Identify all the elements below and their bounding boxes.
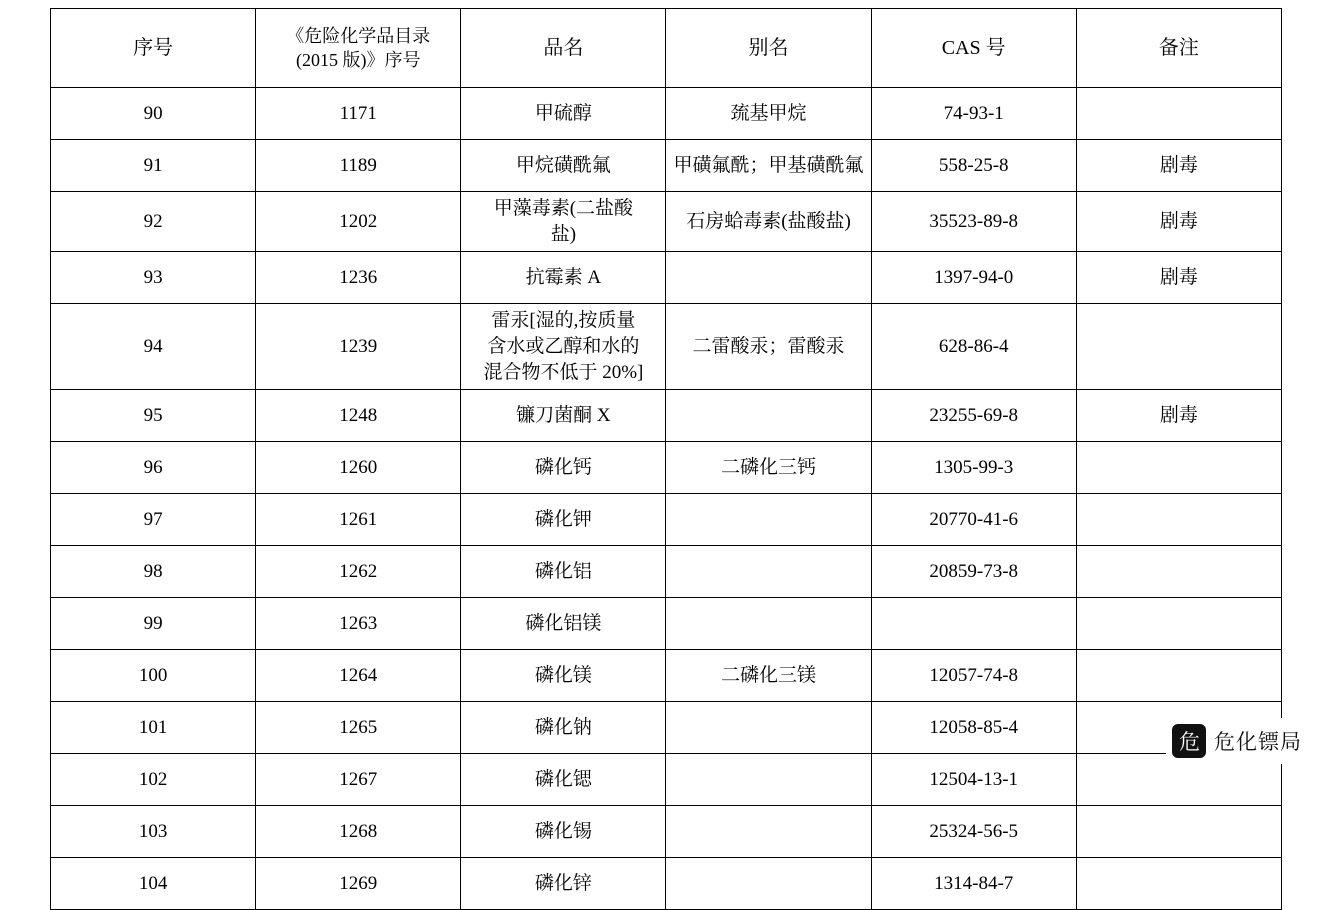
cell-remark (1076, 806, 1281, 858)
cell-catalog-no: 1171 (256, 88, 461, 140)
cell-name (461, 754, 666, 806)
table-row (51, 192, 1282, 252)
cell-name-text: 甲烷磺酰氟 (515, 154, 611, 176)
cell-cas: 1314-84-7 (871, 858, 1076, 910)
cell-cas: 12057-74-8 (871, 650, 1076, 702)
cell-alias (666, 390, 871, 442)
table-row (51, 140, 1282, 192)
cell-no: 93 (51, 252, 256, 304)
cell-name-text: 磷化铝镁 (525, 612, 602, 634)
column-header-cas: CAS 号 (871, 9, 1076, 88)
watermark-logo (1166, 718, 1312, 764)
cell-alias (666, 754, 871, 806)
cell-name (461, 88, 666, 140)
table-row (51, 252, 1282, 304)
cell-name (461, 494, 666, 546)
cell-cas: 20859-73-8 (871, 546, 1076, 598)
cell-remark (1076, 858, 1281, 910)
cell-cas: 12058-85-4 (871, 702, 1076, 754)
cell-alias (666, 858, 871, 910)
cell-cas: 20770-41-6 (871, 494, 1076, 546)
cell-cas (871, 598, 1076, 650)
watermark-mark-icon: 危 (1172, 724, 1206, 758)
column-header-remark: 备注 (1076, 9, 1281, 88)
cell-alias (666, 494, 871, 546)
cell-name-text: 磷化锡 (534, 820, 592, 842)
cell-catalog-no: 1268 (256, 806, 461, 858)
column-header-alias: 别名 (666, 9, 871, 88)
cell-name (461, 192, 666, 252)
cell-remark (1076, 598, 1281, 650)
cell-catalog-no: 1202 (256, 192, 461, 252)
table-row (51, 304, 1282, 390)
cell-no: 104 (51, 858, 256, 910)
cell-name (461, 304, 666, 390)
cell-catalog-no: 1189 (256, 140, 461, 192)
table-header-row (51, 9, 1282, 88)
cell-remark (1076, 88, 1281, 140)
cell-no: 94 (51, 304, 256, 390)
cell-alias (666, 702, 871, 754)
cell-no: 91 (51, 140, 256, 192)
cell-catalog-no: 1260 (256, 442, 461, 494)
table-row (51, 546, 1282, 598)
cell-alias: 甲磺氟酰；甲基磺酰氟 (666, 140, 871, 192)
cell-no: 102 (51, 754, 256, 806)
cell-name (461, 442, 666, 494)
cell-name (461, 390, 666, 442)
cell-name (461, 252, 666, 304)
cell-cas: 23255-69-8 (871, 390, 1076, 442)
cell-cas: 1397-94-0 (871, 252, 1076, 304)
table-row (51, 494, 1282, 546)
cell-catalog-no: 1263 (256, 598, 461, 650)
cell-name-text: 甲硫醇 (534, 102, 592, 124)
table-body (51, 88, 1282, 910)
cell-catalog-no: 1264 (256, 650, 461, 702)
cell-catalog-no: 1262 (256, 546, 461, 598)
cell-name (461, 140, 666, 192)
cell-alias: 二磷化三钙 (666, 442, 871, 494)
cell-catalog-no: 1236 (256, 252, 461, 304)
cell-name (461, 546, 666, 598)
column-header-name: 品名 (461, 9, 666, 88)
table-row (51, 650, 1282, 702)
cell-no: 103 (51, 806, 256, 858)
table-header (51, 9, 1282, 88)
cell-no: 92 (51, 192, 256, 252)
cell-remark: 剧毒 (1076, 390, 1281, 442)
cell-cas: 12504-13-1 (871, 754, 1076, 806)
cell-catalog-no: 1239 (256, 304, 461, 390)
cell-name (461, 702, 666, 754)
cell-no: 90 (51, 88, 256, 140)
table-row (51, 88, 1282, 140)
cell-name (461, 650, 666, 702)
cell-alias: 石房蛤毒素(盐酸盐) (666, 192, 871, 252)
cell-name-text: 磷化锌 (534, 872, 592, 894)
cell-no: 100 (51, 650, 256, 702)
cell-cas: 1305-99-3 (871, 442, 1076, 494)
cell-name-text: 甲藻毒素(二盐酸盐) (493, 198, 634, 245)
cell-alias (666, 546, 871, 598)
cell-remark (1076, 650, 1281, 702)
cell-name-text: 雷汞[湿的,按质量含水或乙醇和水的混合物不低于 20%] (483, 310, 644, 383)
column-header-no: 序号 (51, 9, 256, 88)
table-row (51, 702, 1282, 754)
cell-alias (666, 252, 871, 304)
cell-cas: 35523-89-8 (871, 192, 1076, 252)
table-row (51, 598, 1282, 650)
cell-name (461, 858, 666, 910)
cell-no: 99 (51, 598, 256, 650)
cell-catalog-no: 1265 (256, 702, 461, 754)
table-row (51, 442, 1282, 494)
cell-name-text: 抗霉素 A (525, 266, 602, 288)
cell-no: 97 (51, 494, 256, 546)
table-row (51, 390, 1282, 442)
cell-no: 101 (51, 702, 256, 754)
cell-name-text: 磷化钠 (534, 716, 592, 738)
cell-cas: 25324-56-5 (871, 806, 1076, 858)
cell-remark: 剧毒 (1076, 140, 1281, 192)
table-row (51, 806, 1282, 858)
chemicals-table (50, 8, 1282, 910)
cell-name (461, 598, 666, 650)
cell-remark (1076, 442, 1281, 494)
cell-name-text: 磷化铝 (534, 560, 592, 582)
cell-cas: 558-25-8 (871, 140, 1076, 192)
cell-catalog-no: 1267 (256, 754, 461, 806)
cell-cas: 74-93-1 (871, 88, 1076, 140)
cell-cas: 628-86-4 (871, 304, 1076, 390)
cell-no: 96 (51, 442, 256, 494)
cell-remark: 剧毒 (1076, 252, 1281, 304)
cell-no: 98 (51, 546, 256, 598)
column-header-catalog (256, 9, 461, 88)
cell-name-text: 磷化锶 (534, 768, 592, 790)
cell-remark (1076, 304, 1281, 390)
cell-alias: 巯基甲烷 (666, 88, 871, 140)
cell-alias (666, 598, 871, 650)
cell-catalog-no: 1261 (256, 494, 461, 546)
cell-name-text: 镰刀菌酮 X (516, 404, 611, 426)
cell-remark: 剧毒 (1076, 192, 1281, 252)
cell-alias: 二磷化三镁 (666, 650, 871, 702)
table-row (51, 858, 1282, 910)
column-header-catalog-line1: 《危险化学品目录 (286, 25, 431, 46)
column-header-catalog-line2: (2015 版)》序号 (295, 50, 421, 70)
watermark-text: 危化镖局 (1214, 731, 1302, 754)
cell-no: 95 (51, 390, 256, 442)
cell-remark (1076, 494, 1281, 546)
cell-alias (666, 806, 871, 858)
table-row (51, 754, 1282, 806)
cell-remark (1076, 546, 1281, 598)
cell-name-text: 磷化钙 (534, 456, 592, 478)
cell-name (461, 806, 666, 858)
cell-name-text: 磷化钾 (534, 508, 592, 530)
cell-catalog-no: 1269 (256, 858, 461, 910)
document-page (50, 8, 1282, 910)
cell-catalog-no: 1248 (256, 390, 461, 442)
cell-name-text: 磷化镁 (534, 664, 592, 686)
cell-alias: 二雷酸汞；雷酸汞 (666, 304, 871, 390)
